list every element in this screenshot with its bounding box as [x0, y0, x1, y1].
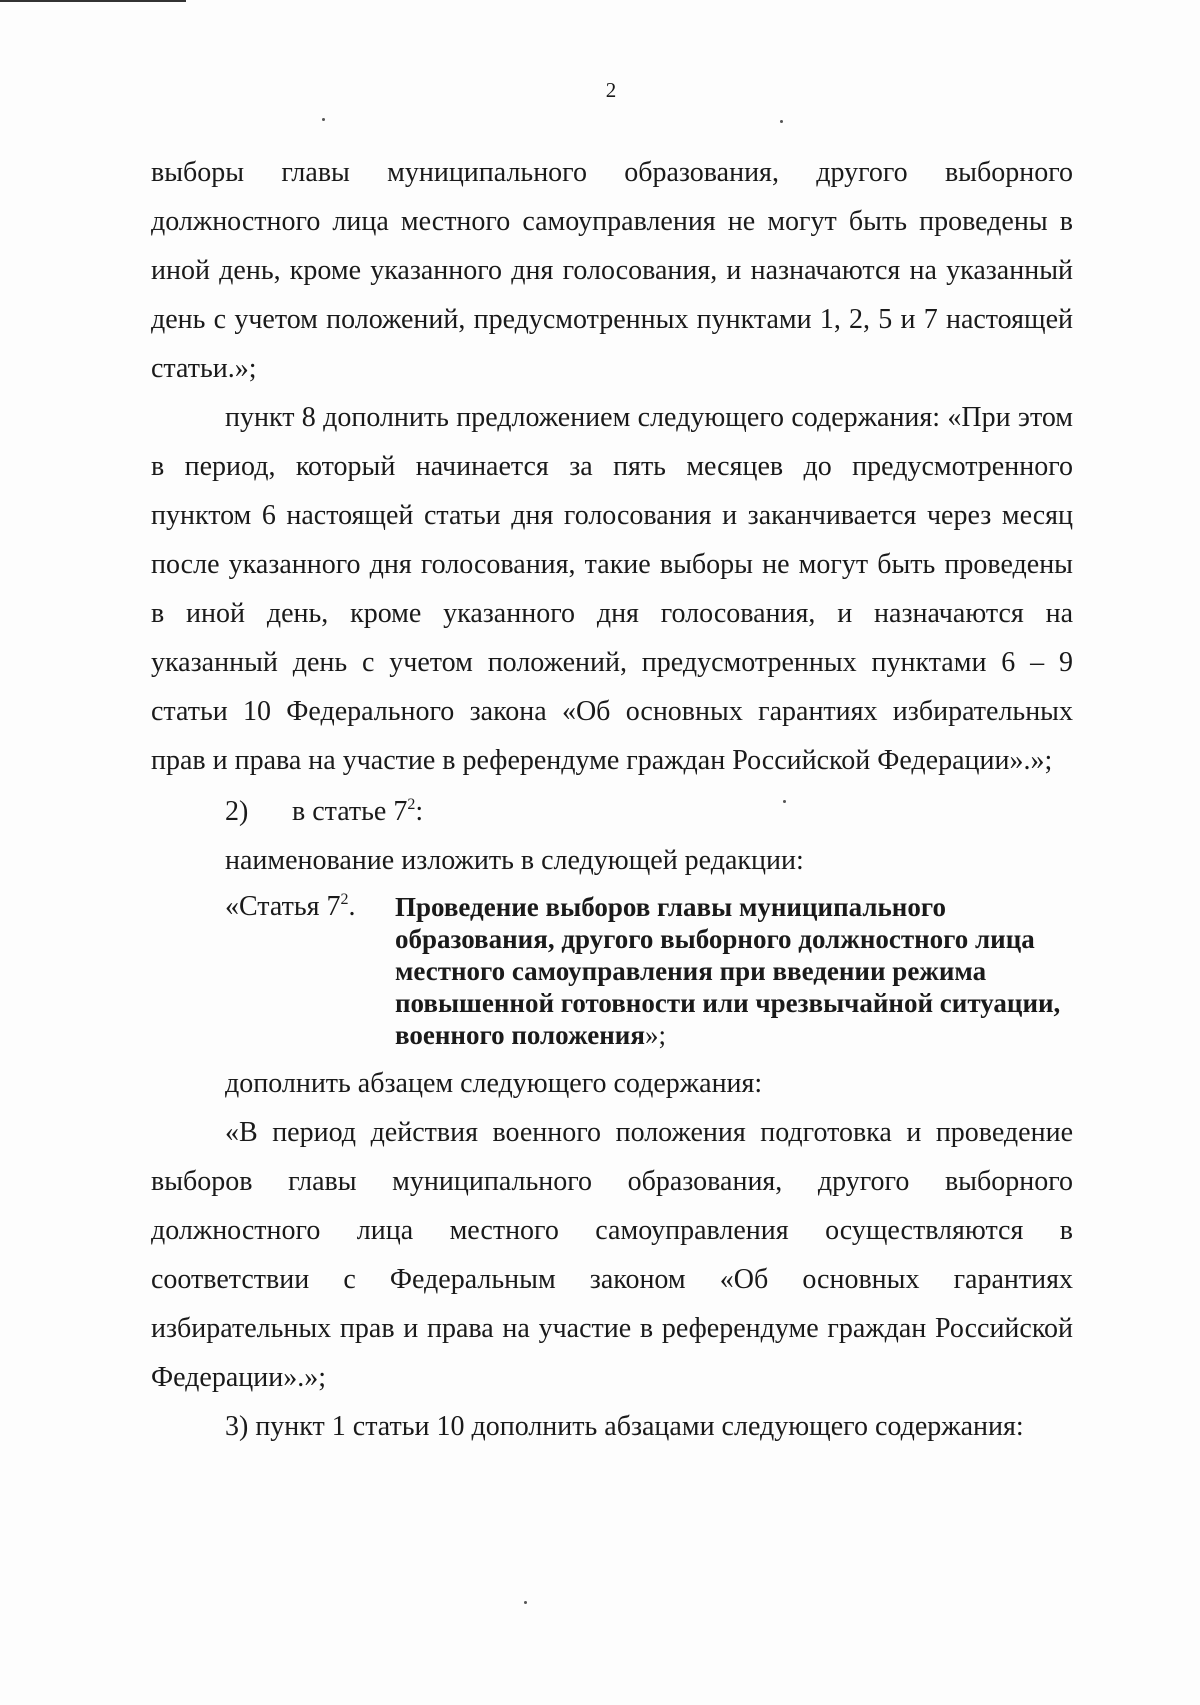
list-item-number: 2)	[225, 796, 249, 827]
scan-speck	[780, 120, 783, 123]
article-heading-title	[395, 891, 1073, 1051]
list-item-text: в статье 7	[292, 796, 408, 827]
page-number: 2	[605, 78, 617, 102]
paragraph-martial-law: «В период действия военного положения подготовка и проведение выборов главы муниципального образования, другого выборного должностного лица местного самоуправления осуществляются в соответствии с Федеральным законом «Об основных гарантиях избирательных прав и права на участие в референдуме граждан Российской Федерации».»;	[151, 1117, 1073, 1393]
paragraph-continuation: выборы главы муниципального образования, другого выборного должностного лица местного самоуправления не могут быть проведены в иной день, кроме указанного дня голосования, и назначаются на указанный день с учетом положений, предусмотренных пунктами 1, 2, 5 и 7 настоящей статьи.»;	[151, 157, 1073, 384]
document-body	[151, 148, 1073, 1451]
paragraph-item-8: пункт 8 дополнить предложением следующего содержания: «При этом в период, который начинается за пять месяцев до предусмотренного пунктом 6 настоящей статьи дня голосования и заканчивается через месяц после указанного дня голосования, такие выборы не могут быть проведены в иной день, кроме указанного дня голосования, и назначаются на указанный день с учетом положений, предусмотренных пунктами 6 – 9 статьи 10 Федерального закона «Об основных гарантиях избирательных прав и права на участие в референдуме граждан Российской Федерации».»;	[151, 402, 1073, 776]
paragraph-add: дополнить абзацем следующего содержания:	[225, 1068, 763, 1099]
scan-speck	[322, 118, 325, 121]
superscript: 2	[407, 796, 416, 813]
article-title-bold: Проведение выборов главы муниципального образования, другого выборного должностного лица местного самоуправления при введении режима повышенной готовности или чрезвычайной ситуации, военного положения	[395, 892, 1061, 1050]
scan-speck	[524, 1601, 527, 1604]
article-title-tail: »;	[644, 1020, 666, 1050]
superscript: 2	[340, 891, 349, 908]
article-label-text: «Статья 7	[225, 891, 341, 922]
list-item-2	[225, 787, 1073, 836]
article-label-dot: .	[348, 891, 356, 922]
article-heading-label	[225, 891, 395, 1051]
scan-edge-line	[0, 0, 186, 2]
list-item-text-tail: :	[415, 796, 424, 827]
list-item-3: 3) пункт 1 статьи 10 дополнить абзацами следующего содержания:	[225, 1411, 1024, 1442]
paragraph-rename: наименование изложить в следующей редакции:	[225, 845, 804, 876]
article-heading	[225, 891, 1073, 1051]
